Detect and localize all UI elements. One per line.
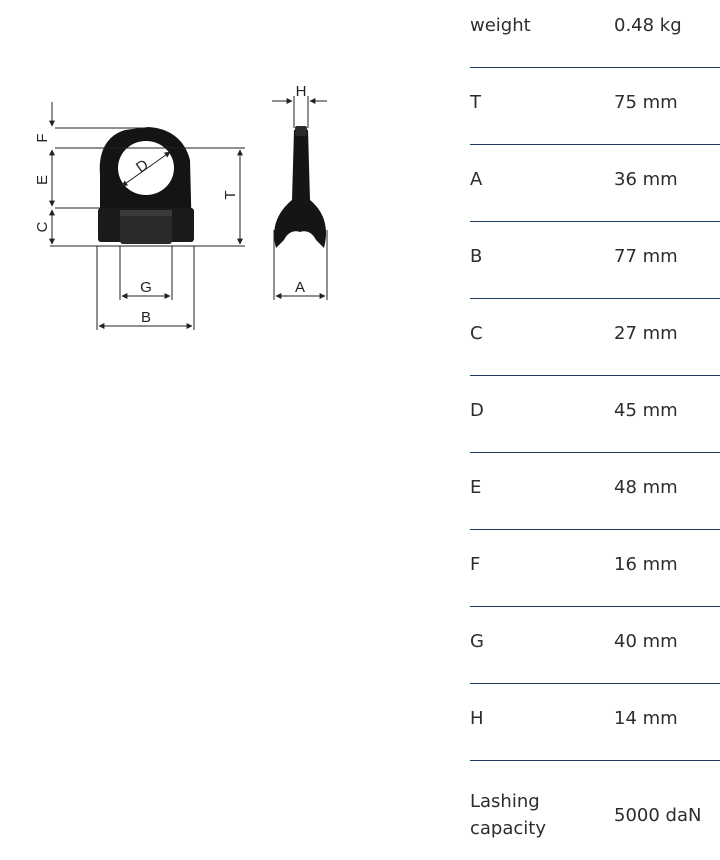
spec-row-C — [470, 308, 720, 376]
spec-row-F — [470, 539, 720, 607]
dim-label-G: G — [140, 279, 152, 296]
dim-label-E: E — [34, 174, 51, 186]
spec-label: F — [470, 554, 481, 575]
spec-value: 27 mm — [614, 323, 678, 344]
side-view-ring — [274, 126, 326, 248]
spec-value: 14 mm — [614, 708, 678, 729]
spec-row-E — [470, 462, 720, 530]
spec-value: 40 mm — [614, 631, 678, 652]
dim-label-B: B — [140, 309, 152, 326]
spec-row-lashing-capacity — [470, 770, 720, 860]
spec-row-T — [470, 77, 720, 145]
dim-label-H: H — [295, 83, 307, 100]
spec-value: 77 mm — [614, 246, 678, 267]
spec-label: E — [470, 477, 482, 498]
spec-value: 16 mm — [614, 554, 678, 575]
spec-label: C — [470, 323, 483, 344]
spec-label: D — [470, 400, 484, 421]
spec-row-B — [470, 231, 720, 299]
spec-row-weight — [470, 0, 720, 68]
spec-value: 5000 daN — [614, 805, 702, 826]
spec-row-G — [470, 616, 720, 684]
technical-drawing — [0, 0, 340, 340]
dim-label-D: D — [133, 156, 152, 177]
spec-row-D — [470, 385, 720, 453]
spec-value: 0.48 kg — [614, 15, 682, 36]
spec-value: 75 mm — [614, 92, 678, 113]
spec-label: H — [470, 708, 484, 729]
spec-row-A — [470, 154, 720, 222]
spec-value: 45 mm — [614, 400, 678, 421]
spec-label: G — [470, 631, 484, 652]
spec-label: Lashing capacity — [470, 791, 546, 839]
spec-value: 48 mm — [614, 477, 678, 498]
spec-label: B — [470, 246, 483, 267]
spec-label: weight — [470, 15, 531, 36]
dim-label-C: C — [34, 221, 51, 233]
specification-table — [470, 0, 720, 860]
spec-label: T — [470, 92, 481, 113]
front-view-ring — [98, 127, 194, 244]
spec-label: A — [470, 169, 483, 190]
dim-label-A: A — [294, 279, 306, 296]
dim-label-F: F — [34, 133, 51, 143]
spec-value: 36 mm — [614, 169, 678, 190]
spec-row-H — [470, 693, 720, 761]
dim-label-T: T — [222, 190, 239, 200]
